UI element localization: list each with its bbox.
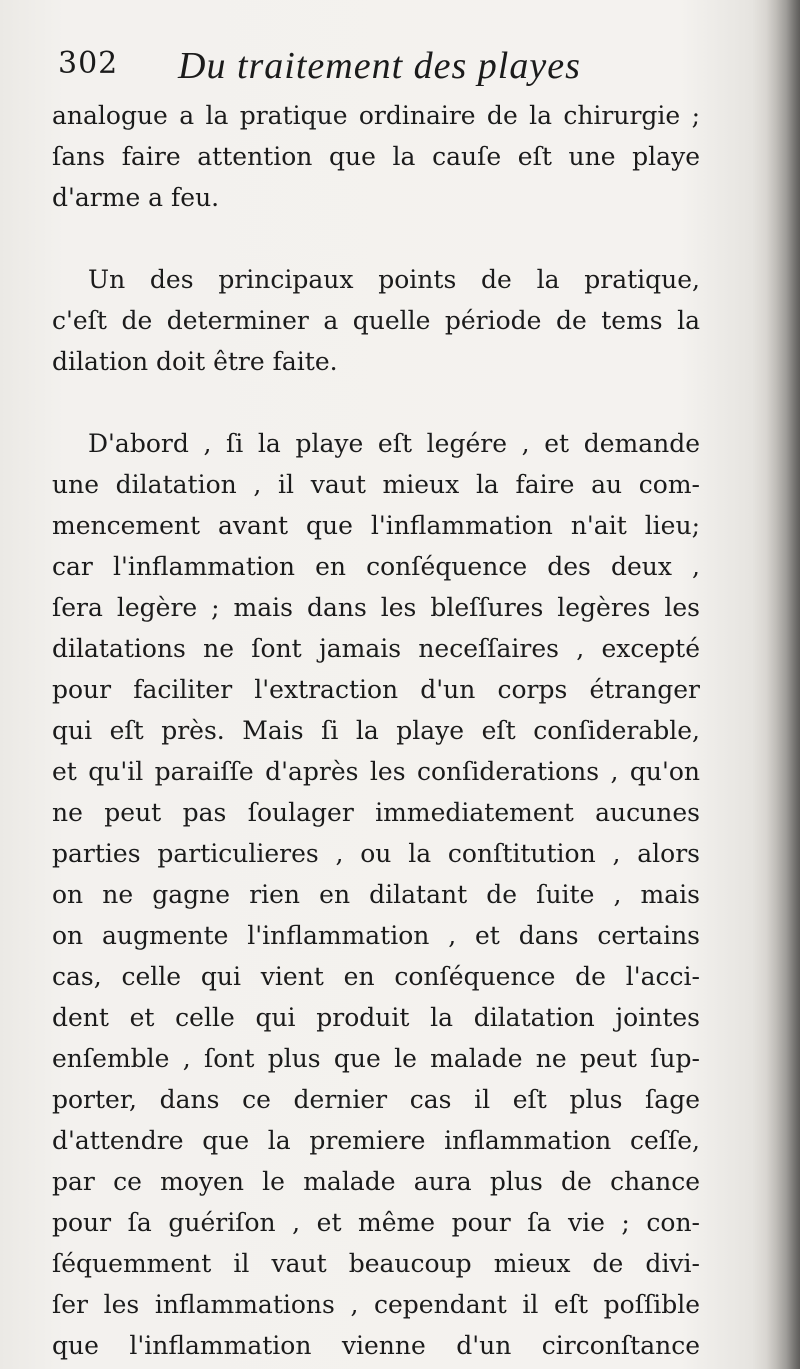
text-line: ſans faire attention que la cauſe eſt une playe bbox=[52, 142, 700, 171]
text-line: on ne gagne rien en dilatant de ſuite , mais bbox=[52, 880, 700, 909]
body-text bbox=[52, 95, 700, 1366]
text-line: qui eſt près. Mais ſi la playe eſt conſiderable, bbox=[52, 716, 700, 745]
page-number: 302 bbox=[58, 46, 119, 81]
text-line: cas, celle qui vient en conſéquence de l'acci- bbox=[52, 962, 700, 991]
text-line: ſer les inflammations , cependant il eſt poſſible bbox=[52, 1290, 700, 1319]
text-line: dent et celle qui produit la dilatation jointes bbox=[52, 1003, 700, 1032]
text-line: parties particulieres , ou la conſtitution , alors bbox=[52, 839, 700, 868]
text-line: porter, dans ce dernier cas il eſt plus ſage bbox=[52, 1085, 700, 1114]
text-line: mencement avant que l'inflammation n'ait lieu; bbox=[52, 511, 700, 540]
text-line: D'abord , ſi la playe eſt legére , et demande bbox=[88, 429, 700, 458]
text-line: enſemble , ſont plus que le malade ne peut ſup- bbox=[52, 1044, 700, 1073]
text-line: Un des principaux points de la pratique, bbox=[88, 265, 700, 294]
text-line: d'attendre que la premiere inflammation ceſſe, bbox=[52, 1126, 700, 1155]
paragraph-3 bbox=[52, 423, 700, 1366]
text-line: ſera legère ; mais dans les bleſſures legères les bbox=[52, 593, 700, 622]
text-line: ſéquemment il vaut beaucoup mieux de divi- bbox=[52, 1249, 700, 1278]
text-line: par ce moyen le malade aura plus de chance bbox=[52, 1167, 700, 1196]
text-line: et qu'il paraiſſe d'après les conſiderations , qu'on bbox=[52, 757, 700, 786]
running-title: Du traitement des playes bbox=[178, 45, 581, 87]
text-line: pour ſa guériſon , et même pour ſa vie ; con- bbox=[52, 1208, 700, 1237]
text-line: d'arme a feu. bbox=[52, 183, 220, 212]
text-line: analogue a la pratique ordinaire de la chirurgie ; bbox=[52, 101, 700, 130]
text-line: pour faciliter l'extraction d'un corps étranger bbox=[52, 675, 700, 704]
page-header bbox=[58, 44, 758, 94]
paragraph-1 bbox=[52, 95, 700, 218]
text-line: dilatations ne ſont jamais neceſſaires , excepté bbox=[52, 634, 700, 663]
page-edge-shadow bbox=[766, 0, 800, 1369]
text-line: dilation doit être faite. bbox=[52, 347, 338, 376]
paragraph-2 bbox=[52, 259, 700, 382]
text-line: car l'inflammation en conſéquence des deux , bbox=[52, 552, 700, 581]
text-line: une dilatation , il vaut mieux la faire au com- bbox=[52, 470, 700, 499]
text-line: que l'inflammation vienne d'un circonſtance bbox=[52, 1331, 700, 1360]
text-line: c'eſt de determiner a quelle période de tems la bbox=[52, 306, 700, 335]
text-line: ne peut pas ſoulager immediatement aucunes bbox=[52, 798, 700, 827]
text-line: on augmente l'inflammation , et dans certains bbox=[52, 921, 700, 950]
